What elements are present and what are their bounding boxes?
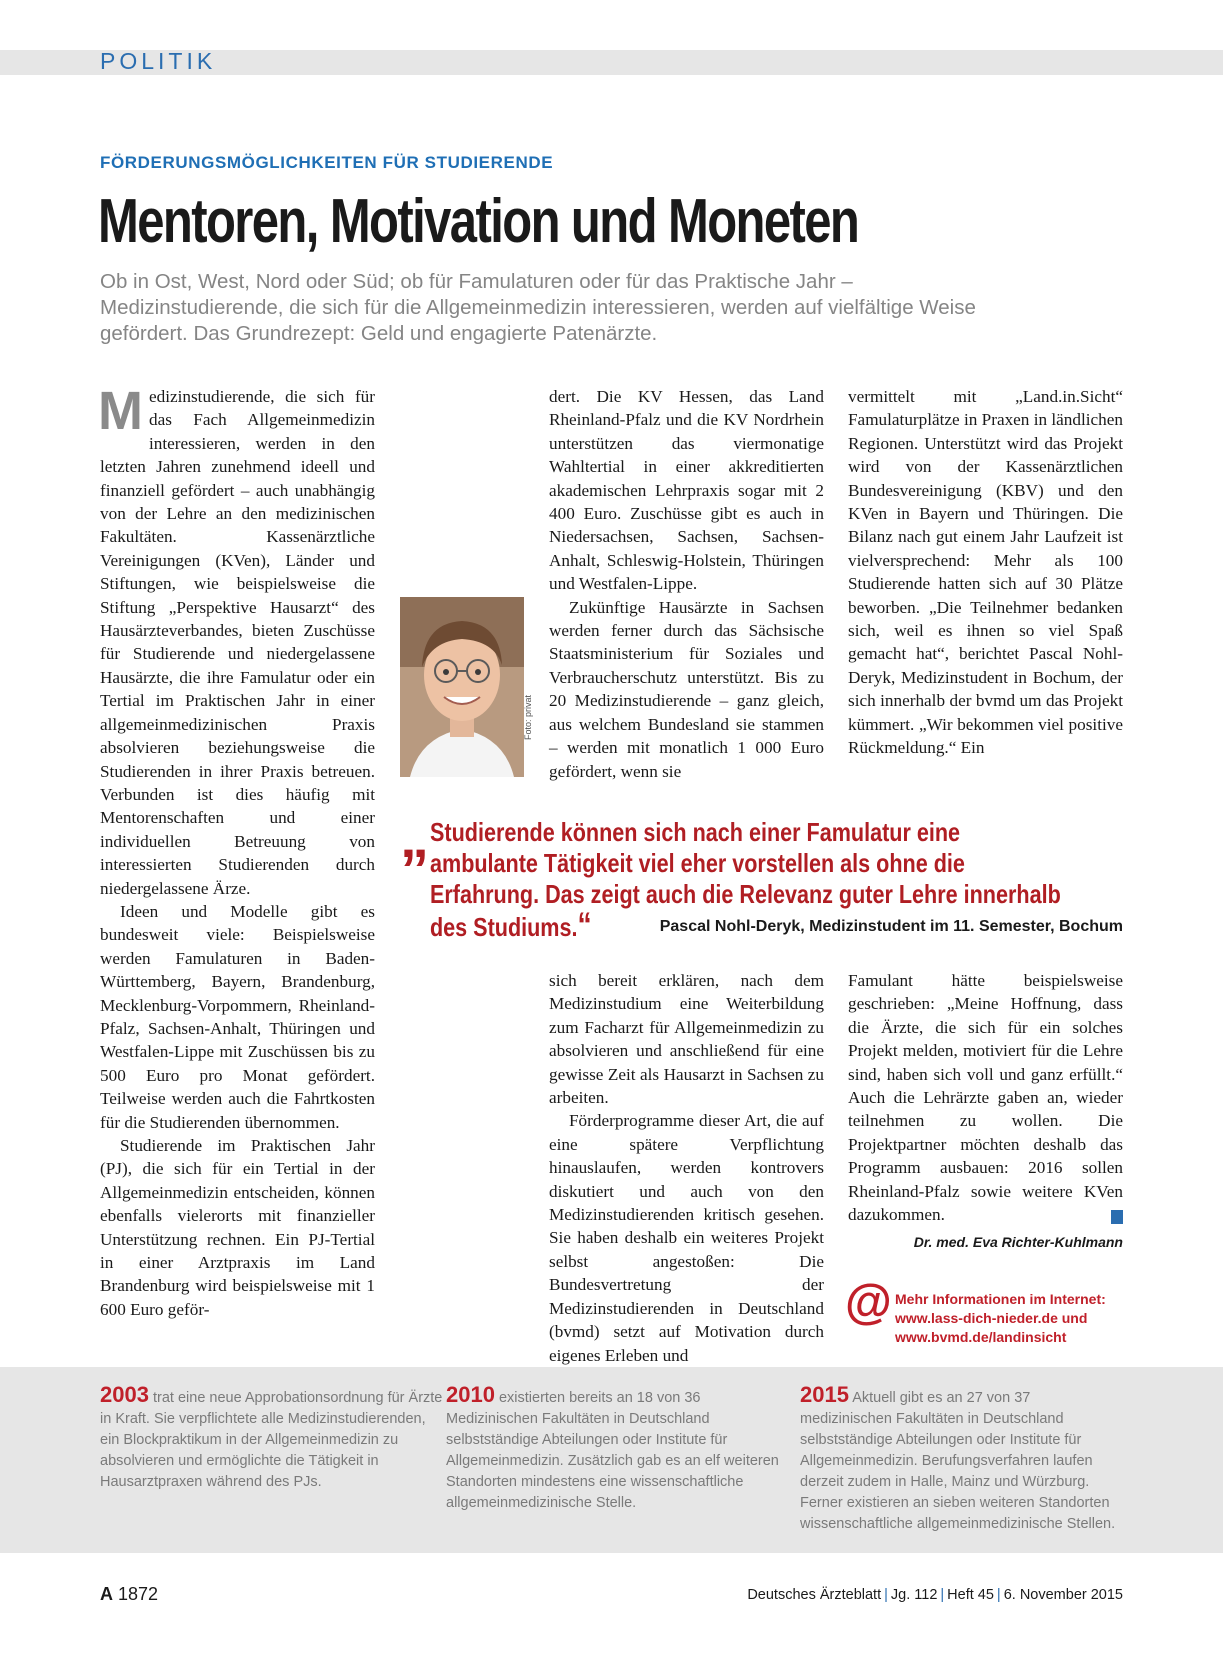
paragraph: sich bereit erklären, nach dem Medizinstudium eine Weiterbildung zum Facharzt für Allgemeinmedizin zu absolvieren und anschließend für eine gewisse Zeit als Hausarzt in Sachsen zu arbeiten. (549, 971, 824, 1108)
timeline-text: Aktuell gibt es an 27 von 37 medizinischen Fakultäten in Deutschland selbstständige Abteilungen oder Institute für Allgemeinmedizin. Berufungsverfahren laufen derzeit zudem in Halle, Mainz und Würzburg. Ferner existieren an sieben weiteren Standorten wissenschaftliche allgemeinmedizinische Stellen. (800, 1390, 1116, 1532)
more-info-box (895, 1290, 1106, 1347)
paragraph: Studierende im Praktischen Jahr (PJ), die sich für ein Tertial in der Allgemeinmedizin entscheiden, können ebenfalls vielerorts mit finanzieller Unterstützung rechnen. Ein PJ-Tertial in einer Arztpraxis im Land Brandenburg wird beispielsweise mit 1 600 Euro geför- (100, 1136, 375, 1319)
journal-issue: Heft 45 (947, 1587, 994, 1603)
timeline-item (100, 1384, 445, 1493)
quote-open-mark: „ (400, 805, 429, 870)
article-lead: Ob in Ost, West, Nord oder Süd; ob für Famulaturen oder für das Praktische Jahr – Medizinstudierende, die sich für die Allgemeinmedizin interessieren, werden auf vielfältige Weise gefördert. Das Grundrezept: Geld und engagierte Patenärzte. (100, 270, 976, 345)
more-info-link[interactable]: www.bvmd.de/landinsicht (895, 1329, 1067, 1345)
footer-info: Deutsches Ärzteblatt | Jg. 112 | Heft 45 | 6. November 2015 (747, 1587, 1123, 1603)
article-column-3-bottom (848, 969, 1123, 1226)
at-sign-icon: @ (845, 1276, 892, 1329)
more-info-link[interactable]: www.lass-dich-nieder.de und (895, 1310, 1088, 1326)
page-number (100, 1584, 158, 1605)
timeline-text: trat eine neue Approbationsordnung für Ärzte in Kraft. Sie verpflichtete alle Medizinstudierenden, ein Blockpraktikum in der Allgemeinmedizin zu absolvieren und ermöglichte die Tätigkeit in Hausarztpraxen während des PJs. (100, 1390, 443, 1490)
journal-name: Deutsches Ärzteblatt (747, 1587, 882, 1603)
quote-attribution: Pascal Nohl-Deryk, Medizinstudent im 11. Semester, Bochum (659, 918, 1123, 935)
article-column-3-top (848, 385, 1123, 760)
paragraph: vermittelt mit „Land.in.Sicht“ Famulaturplätze in Praxen in ländlichen Regionen. Unterstützt wird das Projekt wird von der Kassenärztlichen Bundesvereinigung (KBV) und den KVen in Bayern und Thüringen. Die Bilanz nach gut einem Jahr Laufzeit ist vielversprechend: Mehr als 100 Studierende hatten sich auf 30 Plätze beworben. „Die Teilnehmer bedanken sich, weil es ihnen so viel Spaß gemacht hat“, berichtet Pascal Nohl-Deryk, Medizinstudent in Bochum, der sich innerhalb der bvmd um das Projekt kümmert. „Wir bekommen viel positive Rückmeldung.“ Ein (848, 387, 1123, 758)
paragraph: Förderprogramme dieser Art, die auf eine spätere Verpflichtung hinauslaufen, werden kontrovers diskutiert und auch von den Medizinstudierenden kritisch gesehen. Sie haben deshalb ein weiteres Projekt selbst angestoßen: Die Bundesvertretung der Medizinstudierenden in Deutschland (bvmd) setzt auf Motivation durch eigenes Erleben und (549, 1111, 824, 1365)
photo-credit: Foto: privat (523, 694, 533, 740)
article-kicker: FÖRDERUNGSMÖGLICHKEITEN FÜR STUDIERENDE (100, 153, 554, 172)
timeline-year: 2003 (100, 1382, 149, 1407)
timeline-year: 2010 (446, 1382, 495, 1407)
timeline-year: 2015 (800, 1382, 849, 1407)
more-info-label: Mehr Informationen im Internet: (895, 1291, 1106, 1307)
quote-close-mark: “ (577, 906, 592, 944)
paragraph: Ideen und Modelle gibt es bundesweit viele: Beispielsweise werden Famulaturen in Baden-Württemberg, Bayern, Brandenburg, Mecklenburg-Vorpommern, Rheinland-Pfalz, Sachsen-Anhalt, Thüringen und Westfalen-Lippe mit Zuschüssen bis zu 500 Euro pro Monat gefördert. Teilweise werden auch die Fahrtkosten für die Studierenden übernommen. (100, 901, 375, 1132)
article-end-mark (1111, 1210, 1123, 1224)
timeline-item (800, 1384, 1125, 1535)
paragraph: Famulant hätte beispielsweise geschrieben: „Meine Hoffnung, dass die Ärzte, die sich für ein solches Projekt melden, motiviert für die Lehre sind, haben sich voll und ganz erfüllt.“ Auch die Lehrärzte gaben an, wieder teilnehmen zu wollen. Die Projektpartner möchten deshalb das Programm ausbauen: 2016 sollen Rheinland-Pfalz sowie weitere KVen dazukommen. (848, 971, 1123, 1225)
paragraph (98, 381, 375, 900)
paragraph: dert. Die KV Hessen, das Land Rheinland-Pfalz und die KV Nordrhein unterstützen das viermonatige Wahltertial in einer akkreditierten akademischen Lehrpraxis sogar mit 2 400 Euro. Zuschüsse gibt es auch in Niedersachsen, Sachsen, Sachsen-Anhalt, Schleswig-Holstein, Thüringen und Westfalen-Lippe. (549, 387, 824, 594)
section-label: POLITIK (100, 48, 217, 74)
portrait-photo (400, 597, 524, 777)
drop-cap: M (98, 381, 143, 441)
article-column-1 (98, 381, 375, 1321)
page-prefix: A (100, 1584, 113, 1604)
portrait-illustration (400, 597, 524, 777)
article-column-2-bottom (549, 969, 824, 1367)
journal-volume: Jg. 112 (890, 1587, 938, 1603)
article-author: Dr. med. Eva Richter-Kuhlmann (913, 1234, 1123, 1250)
paragraph: Zukünftige Hausärzte in Sachsen werden ferner durch das Sächsische Staatsministerium für Soziales und Verbraucherschutz unterstützt. Bis zu 20 Medizinstudierende – ganz gleich, aus welchem Bundesland sie stammen – werden mit monatlich 1 000 Euro gefördert, wenn sie (549, 597, 824, 781)
paragraph-text: edizinstudierende, die sich für das Fach Allgemeinmedizin interessieren, werden in den letzten Jahren zunehmend ideell und finanziell gefördert – auch unabhängig von der Lehre an den medizinischen Fakultäten. Kassenärztliche Vereinigungen (KVen), Länder und Stiftungen, wie beispielsweise die Stiftung „Perspektive Hausarzt“ des Hausärzteverbandes, bieten Zuschüsse für Studierende und niedergelassene Hausärzte, die ihre Famulatur oder ein Tertial im Praktischen Jahr in einer allgemeinmedizinischen Praxis absolvieren beziehungsweise die Studierenden in ihrer Praxis betreuen. Verbunden ist dies häufig mit Mentorenschaften und einer individuellen Betreuung von interessierten Studierenden durch niedergelassene Ärze. (100, 387, 375, 898)
timeline-text: existierten bereits an 18 von 36 Medizinischen Fakultäten in Deutschland selbstständige Abteilungen oder Institute für Allgemeinmedizin. Zusätzlich gab es an elf weiteren Standorten mindestens eine wissenschaftliche allgemeinmedizinische Stelle. (446, 1390, 779, 1511)
journal-date: 6. November 2015 (1003, 1587, 1123, 1603)
article-column-2-top (549, 385, 824, 783)
article-headline: Mentoren, Motivation und Moneten (98, 187, 859, 256)
page-number-value: 1872 (118, 1584, 159, 1604)
timeline-item (446, 1384, 791, 1514)
pull-quote-text: Studierende können sich nach einer Famulatur eine ambulante Tätigkeit viel eher vorstellen als ohne die Erfahrung. Das zeigt auch die Relevanz guter Lehre innerhalb des Studiums. (430, 817, 1061, 942)
